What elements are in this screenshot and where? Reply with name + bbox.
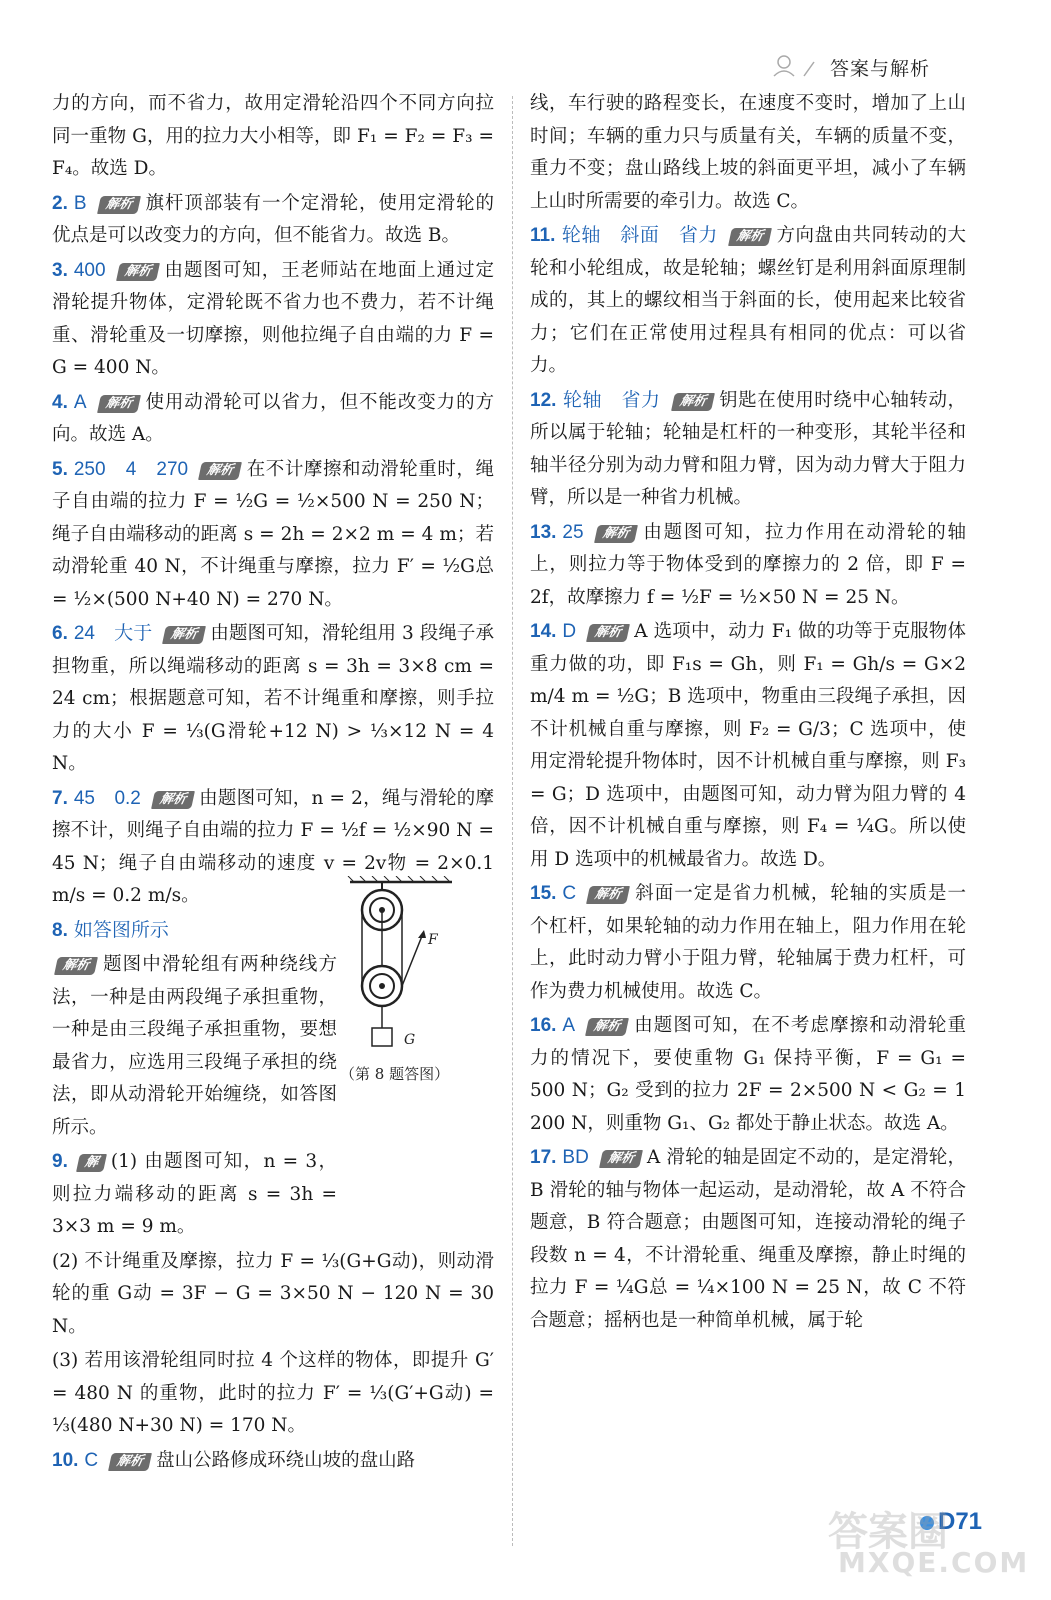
explanation-text: 由题图可知，滑轮组用 3 段绳子承担物重，所以绳端移动的距离 s = 3h = 3×8 cm = 24 cm；根据题意可知，若不计绳重和摩擦，则手拉力的大小 F = ⅓(G滑轮+12 N) > ⅓×12 N = 4 N。 <box>52 623 494 774</box>
explanation-text: 方向盘由共同转动的大轮和小轮组成，故是轮轴；螺丝钉是利用斜面原理制成的，其上的螺纹相当于斜面的长，使用起来比较省力；它们在正常使用过程具有相同的优点：可以省力。 <box>530 225 966 376</box>
question-number: 7. <box>52 787 68 809</box>
label-g: G <box>404 1032 416 1048</box>
analysis-tag: 解析 <box>594 525 638 543</box>
page-header <box>770 44 990 84</box>
question-number: 3. <box>52 259 68 281</box>
answer-item <box>52 454 494 617</box>
answer-value: BD <box>562 1147 589 1168</box>
analysis-tag: 解析 <box>585 1018 629 1036</box>
explanation-text: 由题图可知，n = 2，绳与滑轮的摩擦不计，则绳子自由端的拉力 F = ½f = ½×90 N = 45 N；绳子自由端移动的速度 v = 2v物 = 2×0.1 m/s = 0.2 m/s。 <box>52 787 495 906</box>
answer-value: A <box>562 1015 576 1036</box>
analysis-tag: 解析 <box>54 957 98 975</box>
analysis-tag: 解析 <box>728 228 772 246</box>
question-number: 6. <box>52 623 68 644</box>
question-number: 15. <box>530 883 557 904</box>
answer-item <box>52 1146 337 1244</box>
figure-caption: （第 8 题答图） <box>340 1065 450 1083</box>
explanation-text: 斜面一定是省力机械，轮轴的实质是一个杠杆，如果轮轴的动力作用在轴上，阻力作用在轮上，此时动力臂小于阻力臂，轮轴属于费力杠杆，可作为费力机械使用。故选 C。 <box>530 883 966 1002</box>
analysis-tag: 解 <box>76 1154 107 1172</box>
explanation-text: 钥匙在使用时绕中心轴转动，所以属于轮轴；轮轴是杠杆的一种变形，其轮半径和轴半径分别为动力臂和阻力臂，因为动力臂大于阻力臂，所以是一种省力机械。 <box>530 389 966 508</box>
explanation-text: (3) 若用该滑轮组同时拉 4 个这样的物体，即提升 G′ = 480 N 的重物，此时的拉力 F′ = ⅓(G′+G动) = ⅓(480 N+30 N) = 170 N。 <box>52 1350 494 1436</box>
answer-value: B <box>73 192 87 214</box>
question-number: 10. <box>52 1449 79 1471</box>
analysis-tag: 解析 <box>116 263 160 281</box>
answer-value: 400 <box>73 259 106 281</box>
answer-value: C <box>84 1449 99 1471</box>
weight-block <box>372 1028 392 1046</box>
answer-item <box>52 1246 494 1344</box>
question-number: 12. <box>530 389 557 411</box>
answer-value: A <box>73 391 87 413</box>
question-number: 9. <box>52 1151 68 1172</box>
analysis-tag: 解析 <box>586 624 630 642</box>
answer-value: 250 4 270 <box>73 458 189 480</box>
answer-item <box>530 616 966 876</box>
pulley-diagram <box>342 876 460 1076</box>
answer-item <box>530 1142 966 1337</box>
question-number: 14. <box>530 621 557 642</box>
question-number: 16. <box>530 1015 557 1036</box>
explanation-text: A 滑轮的轴是固定不动的，是定滑轮，B 滑轮的轴与物体一起运动，是动滑轮，故 A 不符合题意，B 符合题意；由题图可知，连接动滑轮的绳子段数 n = 4，不计滑轮重、绳重及摩擦，静止时绳的拉力 F = ¼G总 = ¼×100 N = 25 N，故 C 不符合题意；摇柄也是一种简单机械，属于轮 <box>530 1147 966 1331</box>
answer-item <box>530 220 966 383</box>
explanation-text: 旗杆顶部装有一个定滑轮，使用定滑轮的优点是可以改变力的方向，但不能省力。故选 B。 <box>52 192 494 246</box>
right-column <box>530 88 966 1339</box>
answer-value: D <box>562 621 577 642</box>
analysis-tag: 解析 <box>108 1453 152 1471</box>
answer-item <box>530 878 966 1008</box>
explanation-text: 由题图可知，王老师站在地面上通过定滑轮提升物体，定滑轮既不省力也不费力，若不计绳重、滑轮重及一切摩擦，则他拉绳子自由端的力 F = G = 400 N。 <box>52 259 494 378</box>
explanation-text: 使用动滑轮可以省力，但不能改变力的方向。故选 A。 <box>52 391 494 445</box>
question-number: 8. <box>52 919 68 941</box>
analysis-tag: 解析 <box>162 626 206 644</box>
watermark-url: MXQE.COM <box>838 1546 1030 1579</box>
explanation-text: 题图中滑轮组有两种绕线方法，一种是由两段绳子承担重物，一种是由三段绳子承担重物，要想最省力，应选用三段绳子承担的绕法，即从动滑轮开始缠绕，如答图所示。 <box>52 954 337 1138</box>
header-decoration-icon <box>770 50 826 80</box>
analysis-tag: 解析 <box>599 1150 643 1168</box>
explanation-text: 由题图可知，在不考虑摩擦和动滑轮重力的情况下，要使重物 G₁ 保持平衡，F = G₁ = 500 N；G₂ 受到的拉力 2F = 2×500 N < G₂ = 1 200 N，则重物 G₁、G₂ 都处于静止状态。故选 A。 <box>530 1015 966 1134</box>
answer-item <box>530 517 966 615</box>
answer-value: 轮轴 省力 <box>562 389 661 411</box>
answer-value: 25 <box>562 521 584 543</box>
answer-item <box>530 385 966 515</box>
force-arrow-icon <box>418 930 426 938</box>
question-number: 17. <box>530 1147 557 1168</box>
left-column <box>52 88 494 1479</box>
column-divider <box>512 96 513 1546</box>
explanation-text: 盘山公路修成环绕山坡的盘山路 <box>156 1449 416 1471</box>
analysis-tag: 解析 <box>97 395 141 413</box>
question-number: 13. <box>530 521 557 543</box>
analysis-tag: 解析 <box>97 196 141 214</box>
answer-item <box>52 618 494 781</box>
answer-item <box>52 188 494 253</box>
answer-item <box>52 88 494 186</box>
analysis-tag: 解析 <box>586 886 630 904</box>
answer-value: 45 0.2 <box>73 787 141 809</box>
explanation-text: 线，车行驶的路程变长，在速度不变时，增加了上山时间；车辆的重力只与质量有关，车辆的质量不变，重力不变；盘山路线上坡的斜面更平坦，减小了车辆上山时所需要的牵引力。故选 C。 <box>530 93 966 212</box>
page-number-text: D71 <box>938 1508 983 1535</box>
analysis-tag: 解析 <box>151 791 195 809</box>
answer-value: 如答图所示 <box>73 919 169 941</box>
explanation-text: 由题图可知，拉力作用在动滑轮的轴上，则拉力等于物体受到的摩擦力的 2 倍，即 F = 2f，故摩擦力 f = ½F = ½×50 N = 25 N。 <box>530 521 966 608</box>
explanation-text: 力的方向，而不省力，故用定滑轮沿四个不同方向拉同一重物 G，用的拉力大小相等，即 F₁ = F₂ = F₃ = F₄。故选 D。 <box>52 93 494 179</box>
explanation-text: (1) 由题图可知，n = 3，则拉力端移动的距离 s = 3h = 3×3 m = 9 m。 <box>52 1151 337 1237</box>
answer-value: C <box>562 883 577 904</box>
watermark: 答案圈 <box>828 1509 948 1555</box>
explanation-text: A 选项中，动力 F₁ 做的功等于克服物体重力做的功，即 F₁s = Gh，则 F₁ = Gh/s = G×2 m/4 m = ½G；B 选项中，物重由三段绳子承担，因不计机械自重与摩擦，则 F₂ = G/3；C 选项中，使用定滑轮提升物体时，因不计机械自重与摩擦，则 F₃ = G；D 选项中，由题图可知，动力臂为阻力臂的 4 倍，因不计机械自重与摩擦，则 F₄ = ¼G。所以使用 D 选项中的机械最省力。故选 D。 <box>530 621 966 870</box>
movable-pulley <box>362 966 402 1006</box>
answer-value: 轮轴 斜面 省力 <box>561 225 718 246</box>
label-f: F <box>428 932 438 948</box>
question-number: 2. <box>52 192 68 214</box>
analysis-tag: 解析 <box>671 393 715 411</box>
answer-value: 24 大于 <box>73 623 153 644</box>
question-number: 5. <box>52 458 68 480</box>
answer-item <box>52 387 494 452</box>
answer-item <box>530 88 966 218</box>
explanation-text: 在不计摩擦和动滑轮重时，绳子自由端的拉力 F = ½G = ½×500 N = 250 N；绳子自由端移动的距离 s = 2h = 2×2 m = 4 m；若动滑轮重 40 N，不计绳重与摩擦，拉力 F′ = ½G总 = ½×(500 N+40 N) = 270 N。 <box>52 458 494 610</box>
answer-item <box>52 1445 494 1478</box>
header-title: 答案与解析 <box>830 58 931 80</box>
answer-item <box>52 915 337 948</box>
analysis-tag: 解析 <box>198 462 242 480</box>
explanation-text: (2) 不计绳重及摩擦，拉力 F = ⅓(G+G动)，则动滑轮的重 G动 = 3F − G = 3×50 N − 120 N = 30 N。 <box>52 1250 494 1337</box>
answer-item <box>52 255 494 385</box>
question-number: 11. <box>530 225 556 246</box>
answer-item <box>52 1345 494 1443</box>
answer-item <box>530 1010 966 1140</box>
question-number: 4. <box>52 391 68 413</box>
answer-item <box>52 949 337 1144</box>
